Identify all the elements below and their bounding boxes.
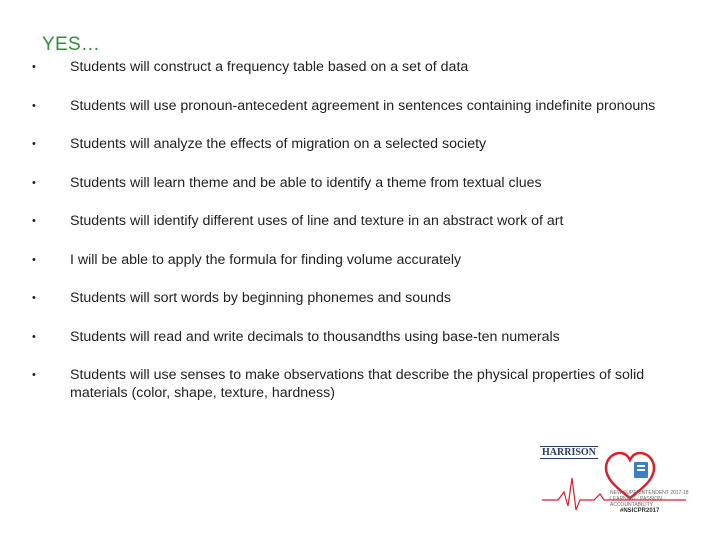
bullet-item: [30, 328, 690, 346]
bullet-text: Students will identify different uses of line and texture in an abstract work of art: [70, 213, 564, 229]
bullet-item: [30, 366, 690, 402]
bullet-item: [30, 58, 690, 76]
bullet-marker: •: [32, 138, 36, 150]
bullet-text: Students will use pronoun-antecedent agreement in sentences containing indefinite pronouns: [70, 97, 656, 114]
slide-title: YES…: [42, 34, 101, 55]
bullet-text: Students will use senses to make observations that describe the physical properties of solid materials (color, shape, texture, hardness): [70, 367, 645, 401]
bullet-item: [30, 251, 690, 269]
bullet-item: [30, 135, 690, 153]
bullet-text: Students will construct a frequency table based on a set of data: [70, 59, 469, 75]
bullet-marker: •: [32, 369, 36, 381]
bullet-marker: •: [32, 99, 36, 112]
bullet-marker: •: [32, 292, 36, 304]
book-icon: [634, 462, 648, 478]
logo-tagline: NEW SUPERINTENDENT 2017-18 LEARNING · PASSION · ACCOUNTABILITY: [610, 490, 689, 508]
logo-hashtag: #NSICPR2017: [620, 508, 660, 514]
bullet-text: I will be able to apply the formula for finding volume accurately: [70, 251, 462, 268]
bullet-text: Students will read and write decimals to thousandths using base-ten numerals: [70, 328, 560, 345]
bullet-marker: •: [32, 61, 36, 73]
conference-logo: [538, 440, 688, 522]
bullet-list: [30, 58, 690, 423]
bullet-marker: •: [32, 330, 36, 343]
logo-brand: HARRISON: [542, 447, 596, 458]
bullet-text: Students will sort words by beginning phonemes and sounds: [70, 290, 451, 306]
bullet-item: [30, 97, 690, 115]
bullet-marker: •: [32, 253, 36, 266]
bullet-text: Students will learn theme and be able to identify a theme from textual clues: [70, 174, 542, 191]
bullet-item: [30, 174, 690, 192]
bullet-item: [30, 289, 690, 307]
bullet-text: Students will analyze the effects of migration on a selected society: [70, 136, 487, 152]
bullet-item: [30, 212, 690, 230]
bullet-marker: •: [32, 215, 36, 227]
bullet-marker: •: [32, 176, 36, 189]
